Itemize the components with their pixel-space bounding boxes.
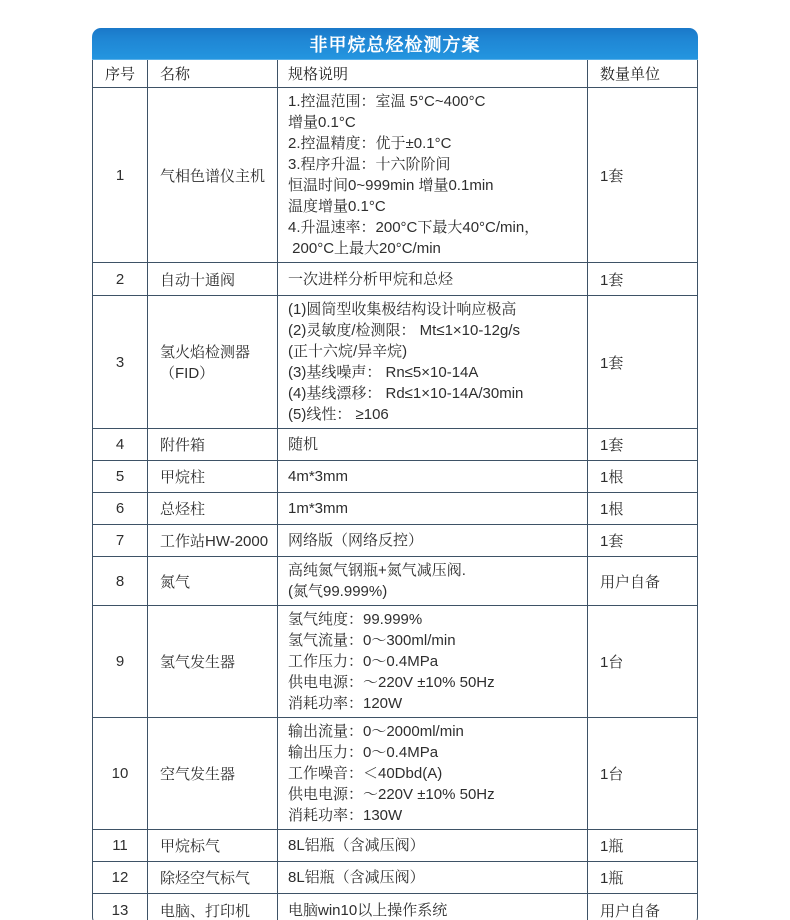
- spec-line: 1m*3mm: [288, 500, 349, 517]
- table-row: [93, 429, 697, 461]
- row-index-cell: 9: [93, 606, 148, 717]
- table-row: [93, 718, 697, 830]
- header-cell-qty: 数量单位: [600, 66, 661, 83]
- table-row: [93, 606, 697, 718]
- spec-line: 氢气流量：0～300ml/min: [288, 632, 456, 649]
- header-cell-name: 名称: [148, 60, 278, 87]
- header-cell-index: 序号: [93, 60, 148, 87]
- spec-line: 2.控温精度：优于±0.1°C: [288, 135, 452, 152]
- row-qty-cell: 1套: [600, 437, 624, 454]
- row-name-cell: 电脑、打印机: [148, 894, 278, 920]
- row-spec-cell: [278, 525, 588, 556]
- table-row: [93, 493, 697, 525]
- row-qty-cell: 1套: [600, 533, 624, 550]
- table-row: [93, 830, 697, 862]
- table-row: [93, 894, 697, 920]
- row-name-cell: 总烃柱: [148, 493, 278, 524]
- row-qty-cell: 1套: [600, 167, 624, 185]
- row-name-cell: 空气发生器: [148, 718, 278, 829]
- table-row: [93, 862, 697, 894]
- spec-line: 电脑win10以上操作系统: [288, 901, 448, 919]
- row-index-cell: 2: [93, 263, 148, 295]
- table-row: [93, 525, 697, 557]
- spec-line: (正十六烷/异辛烷): [288, 343, 408, 360]
- row-qty-cell: 1台: [600, 654, 624, 671]
- spec-lines: [288, 900, 579, 920]
- table-row: [93, 461, 697, 493]
- spec-line: 供电电源：～220V ±10% 50Hz: [288, 786, 495, 803]
- row-name-cell: 氮气: [148, 557, 278, 605]
- spec-lines: [288, 609, 579, 714]
- row-qty-cell: 1瓶: [600, 838, 624, 855]
- spec-table: [92, 60, 698, 920]
- table-row: [93, 263, 697, 296]
- spec-line: 200°C上最大20°C/min: [288, 240, 441, 257]
- document-title: 非甲烷总烃检测方案: [309, 35, 481, 55]
- spec-lines: [288, 434, 579, 455]
- row-spec-cell: [278, 862, 588, 893]
- spec-line: (3)基线噪声： Rn≤5×10-14A: [288, 364, 479, 381]
- row-spec-cell: [278, 88, 588, 262]
- row-spec-cell: [278, 493, 588, 524]
- spec-line: 4m*3mm: [288, 468, 349, 485]
- row-name-cell: 甲烷柱: [148, 461, 278, 492]
- spec-line: 增量0.1°C: [288, 114, 356, 131]
- row-name-cell: 工作站HW-2000: [148, 525, 278, 556]
- spec-line: 网络版（网络反控）: [288, 532, 424, 549]
- spec-line: 工作噪音：＜40Dbd(A): [288, 765, 443, 782]
- table-body: [93, 88, 697, 920]
- document-title-bar: [92, 28, 698, 60]
- table-row: [93, 296, 697, 429]
- spec-lines: [288, 466, 579, 487]
- spec-line: 氢气纯度：99.999%: [288, 611, 423, 628]
- row-index-cell: 4: [93, 429, 148, 460]
- table-header-row: [93, 60, 697, 88]
- row-name-cell: 气相色谱仪主机: [148, 88, 278, 262]
- spec-line: (氮气99.999%): [288, 583, 388, 600]
- spec-lines: [288, 835, 579, 856]
- spec-lines: [288, 498, 579, 519]
- row-index-cell: 7: [93, 525, 148, 556]
- row-spec-cell: [278, 606, 588, 717]
- spec-line: 一次进样分析甲烷和总烃: [288, 270, 454, 288]
- spec-line: (4)基线漂移： Rd≤1×10-14A/30min: [288, 385, 524, 402]
- row-spec-cell: [278, 894, 588, 920]
- row-qty-cell: 用户自备: [600, 902, 661, 920]
- spec-line: 恒温时间0~999min 增量0.1min: [288, 177, 494, 194]
- spec-line: (2)灵敏度/检测限： Mt≤1×10-12g/s: [288, 322, 521, 339]
- spec-lines: [288, 721, 579, 826]
- row-name-cell: 附件箱: [148, 429, 278, 460]
- spec-document: [92, 28, 698, 920]
- row-name-cell: 甲烷标气: [148, 830, 278, 861]
- row-spec-cell: [278, 718, 588, 829]
- spec-line: 温度增量0.1°C: [288, 198, 386, 215]
- row-name-cell: 氢气发生器: [148, 606, 278, 717]
- spec-line: 输出流量：0～2000ml/min: [288, 723, 464, 740]
- spec-line: 8L铝瓶（含减压阀）: [288, 837, 425, 854]
- table-row: [93, 557, 697, 606]
- spec-lines: [288, 530, 579, 551]
- row-spec-cell: [278, 461, 588, 492]
- row-spec-cell: [278, 296, 588, 428]
- row-spec-cell: [278, 830, 588, 861]
- spec-lines: [288, 867, 579, 888]
- row-name-cell: 自动十通阀: [148, 263, 278, 295]
- spec-lines: [288, 91, 579, 259]
- row-qty-cell: 用户自备: [600, 573, 661, 591]
- spec-line: (1)圆筒型收集极结构设计响应极高: [288, 301, 517, 318]
- spec-line: 随机: [288, 436, 319, 453]
- spec-line: 输出压力：0～0.4MPa: [288, 744, 439, 761]
- row-qty-cell: 1根: [600, 469, 624, 486]
- row-index-cell: 11: [93, 830, 148, 861]
- spec-line: 高纯氮气钢瓶+氮气减压阀.: [288, 562, 466, 579]
- spec-line: 工作压力：0～0.4MPa: [288, 653, 439, 670]
- row-index-cell: 10: [93, 718, 148, 829]
- row-index-cell: 6: [93, 493, 148, 524]
- spec-line: 消耗功率：120W: [288, 695, 403, 712]
- row-index-cell: 12: [93, 862, 148, 893]
- spec-line: 1.控温范围：室温 5°C~400°C: [288, 93, 486, 110]
- row-qty-cell: 1根: [600, 501, 624, 518]
- row-spec-cell: [278, 263, 588, 295]
- spec-line: 4.升温速率：200°C下最大40°C/min，: [288, 219, 540, 236]
- row-qty-cell: 1套: [600, 354, 624, 372]
- spec-line: 3.程序升温：十六阶阶间: [288, 156, 451, 173]
- spec-line: 供电电源：～220V ±10% 50Hz: [288, 674, 495, 691]
- row-name-cell: 除烃空气标气: [148, 862, 278, 893]
- row-spec-cell: [278, 429, 588, 460]
- row-index-cell: 5: [93, 461, 148, 492]
- spec-line: (5)线性： ≥106: [288, 406, 389, 423]
- header-cell-spec: 规格说明: [278, 60, 588, 87]
- row-qty-cell: 1瓶: [600, 870, 624, 887]
- row-index-cell: 3: [93, 296, 148, 428]
- row-name-cell: 氢火焰检测器（FID）: [148, 296, 278, 428]
- row-index-cell: 1: [93, 88, 148, 262]
- table-row: [93, 88, 697, 263]
- row-spec-cell: [278, 557, 588, 605]
- spec-lines: [288, 299, 579, 425]
- row-qty-cell: 1台: [600, 766, 624, 783]
- row-qty-cell: 1套: [600, 271, 624, 289]
- spec-line: 8L铝瓶（含减压阀）: [288, 869, 425, 886]
- spec-lines: [288, 269, 579, 290]
- row-index-cell: 13: [93, 894, 148, 920]
- spec-lines: [288, 560, 579, 602]
- spec-line: 消耗功率：130W: [288, 807, 403, 824]
- row-index-cell: 8: [93, 557, 148, 605]
